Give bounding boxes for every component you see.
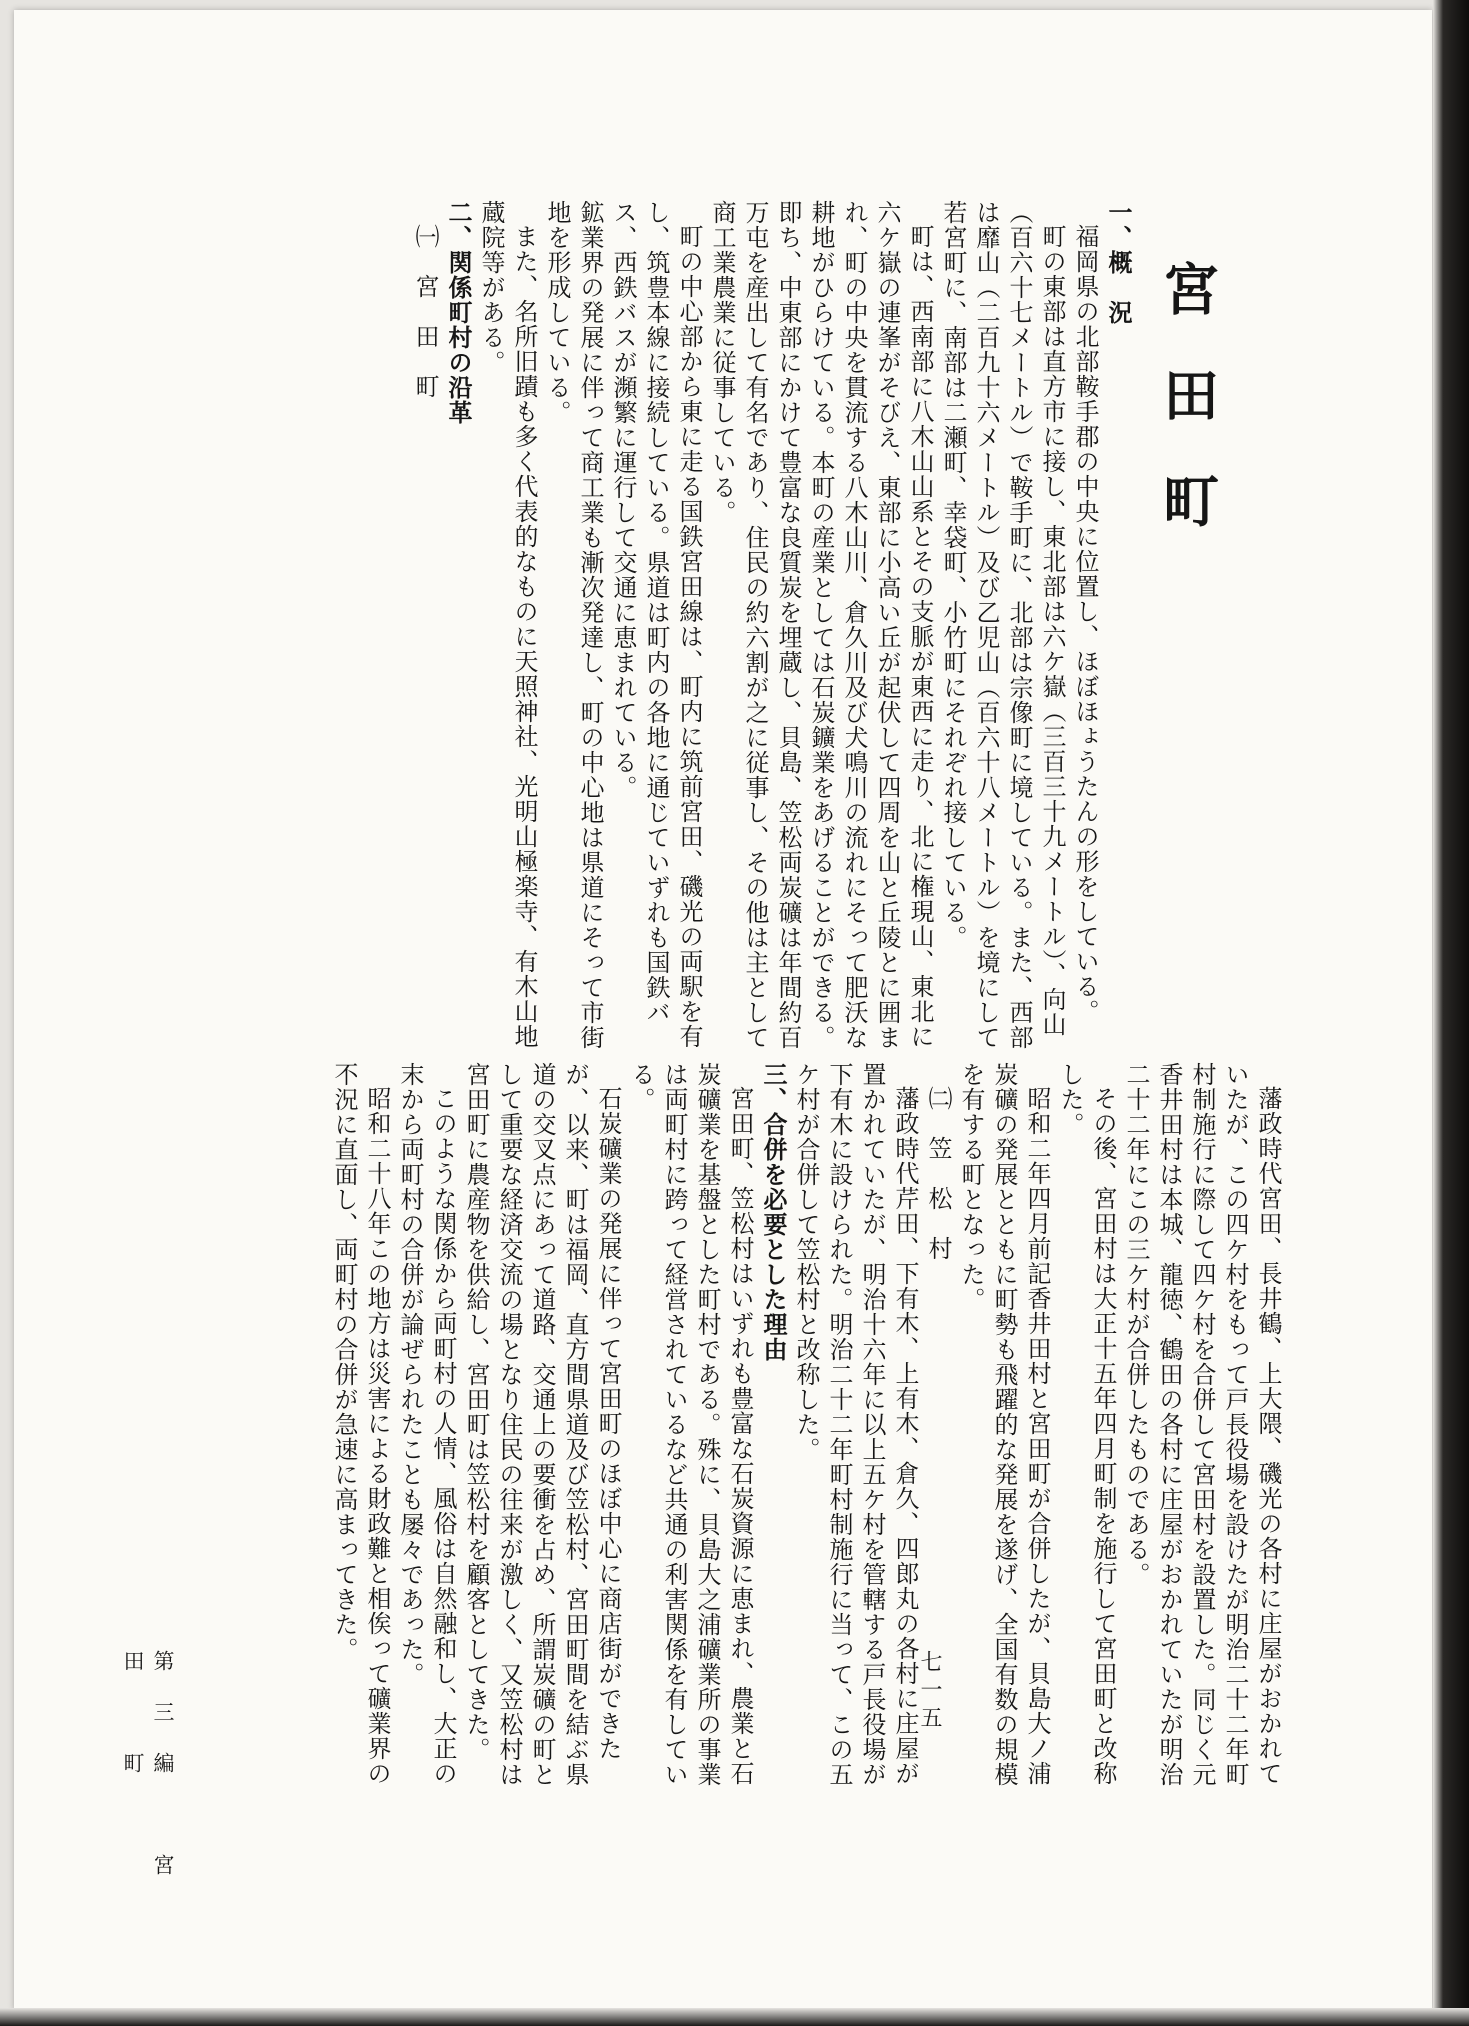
running-footer: 第三編 宮 田 町	[121, 1650, 175, 1956]
paragraph: 藩政時代宮田、長井鶴、上大隈、磯光の各村に庄屋がおかれていたが、この四ケ村をもって戸長役場を設けたが明治二十二年町村制施行に際して四ケ村を合併して宮田村を設置した。同じく元香井田村は本城、龍徳、鶴田の各村に庄屋がおかれていたが明治二十二年にこの三ケ村が合併したものである。	[1122, 1062, 1282, 1787]
scan-edge-right	[1433, 0, 1469, 2026]
paragraph: 町の中心部から東に走る国鉄宮田線は、町内に筑前宮田、磯光の両駅を有し、筑豊本線に接続している。県道は町内の各地に通じていずれも国鉄バス、西鉄バスが瀕繁に運行して交通に恵まれている。	[609, 200, 703, 1049]
paragraph: 昭和二年四月前記香井田村と宮田町が合併したが、貝島大ノ浦炭礦の発展とともに町勢も飛躍的な発展を遂げ、全国有数の規模を有する町となった。	[957, 1062, 1051, 1787]
upper-text-block	[164, 200, 1134, 1065]
page-title: 宮田町	[1154, 260, 1220, 578]
paragraph: また、名所旧蹟も多く代表的なものに天照神社、光明山極楽寺、有木山地蔵院等がある。	[477, 200, 538, 1049]
paragraph: このような関係から両町村の人情、風俗は自然融和し、大正の末から両町村の合併が論ぜられたことも屡々であった。	[396, 1062, 457, 1786]
paragraph: 福岡県の北部鞍手郡の中央に位置し、ほぼほょうたんの形をしている。	[1071, 224, 1099, 1024]
paragraph: 町の東部は直方市に接し、東北部は六ケ嶽（三百三十九メートル）、向山（百六十七メートル）で鞍手町に、北部は宗像町に境している。また、西部は靡山（二百九十六メートル）及び乙児山（百六十八メートル）を境にして若宮町に、南部は二瀬町、幸袋町、小竹町にそれぞれ接している。	[939, 200, 1066, 1050]
section-heading-history: 二、関係町村の沿革	[444, 200, 472, 425]
subsection-heading-kasamatsu: ㈡ 笠 松 村	[924, 1086, 952, 1261]
section-heading-merger-reason: 三、合併を必要とした理由	[759, 1062, 787, 1362]
section-heading-overview: 一、概 況	[1104, 200, 1132, 325]
paragraph: 鉱業界の発展に伴って商工業も漸次発達し、町の中心地は県道にそって市街地を形成している。	[543, 200, 604, 1050]
column-divider	[164, 1057, 1284, 1058]
paragraph: 昭和二十八年この地方は災害による財政難と相俟って礦業界の不況に直面し、両町村の合併が急速に高まってきた。	[330, 1062, 391, 1786]
lower-text-block	[194, 1062, 1284, 1797]
paragraph: 宮田町、笠松村はいずれも豊富な石炭資源に恵まれ、農業と石炭礦業を基盤とした町村である。殊に、貝島大之浦礦業所の事業は両町村に跨って経営されているなど共通の利害関係を有している。	[627, 1062, 754, 1787]
page-number: 七一五	[917, 1650, 942, 1734]
paragraph: 町は、西南部に八木山山系とその支脈が東西に走り、北に権現山、東北に六ケ嶽の連峯がそびえ、東部に小高い丘が起伏して四周を山と丘陵とに囲まれ、町の中央を貫流する八木山川、倉久川及び犬鳴川の流れにそって肥沃な耕地がひらけている。本町の産業としては石炭鑛業をあげることができる。即ち、中東部にかけて豊富な良質炭を埋蔵し、貝島、笠松両炭礦は年間約百万屯を産出して有名であり、住民の約六割が之に従事し、その他は主として商工業農業に従事している。	[708, 200, 934, 1050]
document-page	[14, 10, 1432, 2010]
paragraph: その後、宮田村は大正十五年四月町制を施行して宮田町と改称した。	[1056, 1062, 1117, 1786]
subsection-heading-miyata: ㈠ 宮 田 町	[411, 224, 439, 399]
paragraph: 藩政時代芹田、下有木、上有木、倉久、四郎丸の各村に庄屋が置かれていたが、明治十六年に以上五ケ村を管轄する戸長役場が下有木に設けられた。明治二十二年町村制施行に当って、この五ケ村が合併して笠松村と改称した。	[792, 1062, 919, 1787]
scan-edge-bottom	[0, 2008, 1469, 2026]
paragraph: 石炭礦業の発展に伴って宮田町のほぼ中心に商店街ができたが、以来、町は福岡、直方間県道及び笠松村、宮田町間を結ぶ県道の交叉点にあって道路、交通上の要衝を占め、所謂炭礦の町として重要な経済交流の場となり住民の往来が激しく、又笠松村は宮田町に農産物を供給し、宮田町は笠松村を顧客としてきた。	[462, 1062, 622, 1787]
